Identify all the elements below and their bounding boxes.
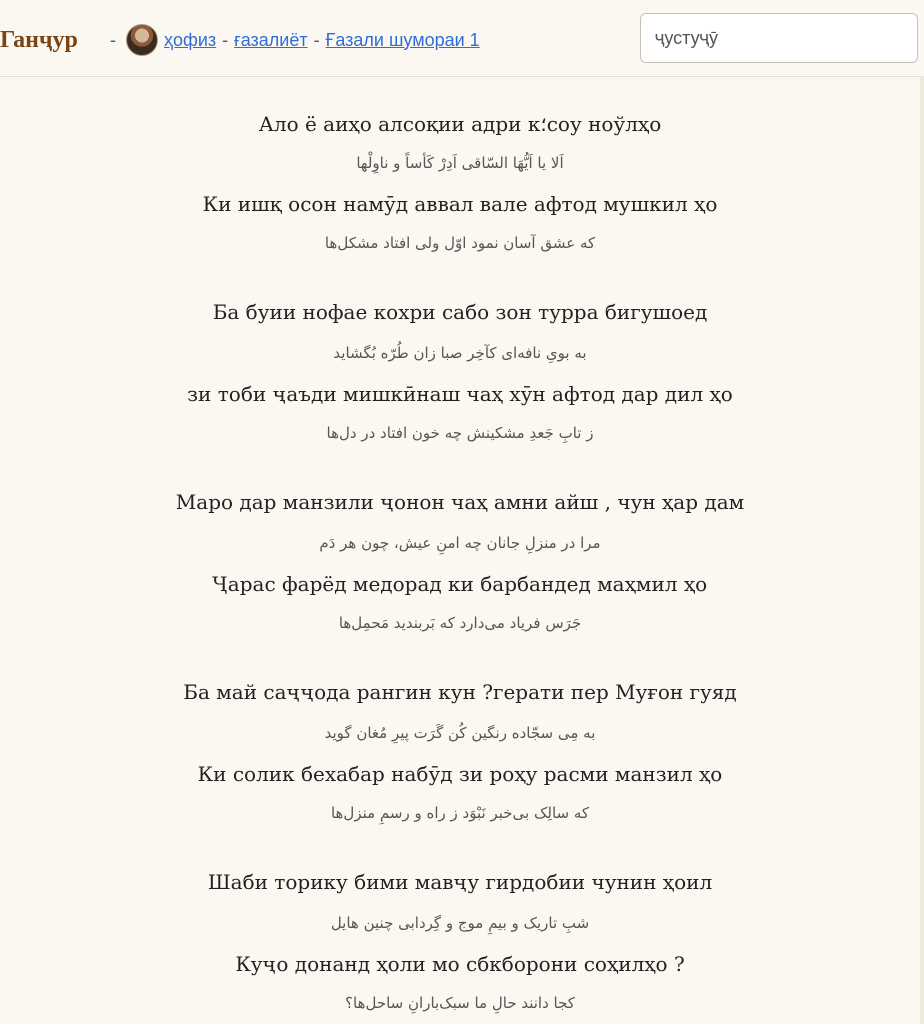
verse-cyrillic: Маро дар манзили ҷонон чаҳ амни айш , чун ҳар дам (175, 490, 745, 514)
breadcrumb-poet-link[interactable]: ҳофиз (164, 29, 217, 50)
verse-cyrillic: Ба буии нофае кохри сабо зон турра бигушоед (212, 300, 708, 324)
verse-cyrillic: Ба май саҷҷода рангин кун ?герати пер Муғон гуяд (183, 680, 737, 704)
verse-persian: ز تابِ جَعدِ مشکینش چه خون افتاد در دل‌ها (326, 424, 594, 442)
search-input[interactable] (640, 13, 918, 63)
breadcrumb (104, 26, 480, 54)
verse-cyrillic: зи тоби ҷаъди мишкӣнаш чаҳ хӯн афтод дар дил ҳо (187, 382, 733, 406)
verse-cyrillic: Ҷарас фарёд медорад ки барбандед маҳмил ҳо (212, 572, 708, 596)
verse-persian: مرا در منزلِ جانان چه امنِ عیش، چون هر دَم (319, 534, 601, 552)
verse-cyrillic: Ало ё аиҳо алсоқии адри к؛соу ноўлҳо (258, 112, 662, 136)
verse-persian: شبِ تاریک و بیمِ موج و گِردابی چنین هایل (330, 914, 590, 932)
verse-persian: به مِی سجّاده رنگین کُن گَرَت پیرِ مُغان گوید (324, 724, 596, 742)
scrollbar-track[interactable] (920, 76, 924, 1024)
page-header (0, 0, 924, 77)
verse-persian: کجا دانند حالِ ما سبک‌بارانِ ساحل‌ها؟ (345, 994, 575, 1012)
breadcrumb-separator: - (313, 29, 320, 50)
verse-persian: اَلا یا اَیُّهَا السّاقی اَدِرْ کَأساً و ناوِلْها (356, 154, 564, 172)
breadcrumb-separator: - (222, 29, 229, 50)
verse-persian: به بویِ نافه‌ای کآخِر صبا زان طُرّه بُگشاید (333, 344, 587, 362)
breadcrumb-poem-link[interactable]: Ғазали шумораи 1 (325, 29, 480, 50)
verse-cyrillic: Ки солик бехабар набӯд зи роҳу расми манзил ҳо (197, 762, 723, 786)
breadcrumb-separator: - (110, 29, 116, 50)
verse-cyrillic: Ки ишқ осон намӯд аввал вале афтод мушкил ҳо (202, 192, 718, 216)
poet-portrait-icon[interactable] (126, 24, 158, 56)
breadcrumb-collection-link[interactable]: ғазалиёт (234, 29, 308, 50)
verse-persian: جَرَس فریاد می‌دارد که بَربندید مَحمِل‌ها (338, 614, 582, 632)
verse-cyrillic: Шаби торику бими мавҷу гирдобии чунин ҳоил (207, 870, 713, 894)
verse-cyrillic: Куҷо донанд ҳоли мо сбкборони соҳилҳо ? (235, 952, 685, 976)
verse-persian: که سالِک بی‌خبر نَبْوَد ز راه و رسمِ منزل‌ها (330, 804, 590, 822)
site-logo-title[interactable]: Ганҷур (0, 27, 78, 53)
verse-persian: که عشق آسان نمود اوّل ولی افتاد مشکل‌ها (324, 234, 596, 252)
